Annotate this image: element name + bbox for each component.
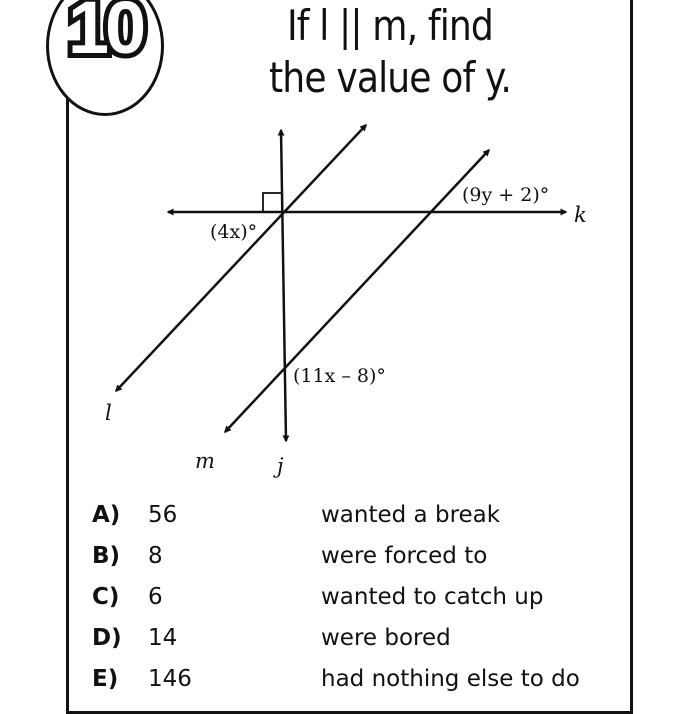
choice-d — [92, 619, 632, 657]
choice-value: 146 — [148, 666, 192, 692]
choice-letter: C) — [92, 584, 120, 610]
choice-letter: A) — [92, 502, 121, 528]
choice-value: 8 — [148, 543, 163, 569]
choice-phrase: wanted a break — [321, 502, 501, 528]
line-label-m: m — [195, 449, 215, 473]
right-angle-marker — [263, 193, 282, 212]
line-label-k: k — [574, 203, 587, 227]
choice-c — [92, 578, 632, 616]
choice-b — [92, 537, 632, 575]
choice-value: 6 — [148, 584, 163, 610]
choice-phrase: were bored — [321, 625, 451, 651]
choice-letter: B) — [92, 543, 121, 569]
choice-e — [92, 660, 632, 698]
problem-number: 10 — [67, 0, 143, 69]
choice-phrase: wanted to catch up — [321, 584, 544, 610]
choice-letter: D) — [92, 625, 122, 651]
choice-value: 14 — [148, 625, 178, 651]
choice-a — [92, 496, 632, 534]
angle-label-lower: (11x – 8)° — [293, 365, 386, 387]
choice-letter: E) — [92, 666, 119, 692]
line-l — [116, 125, 366, 391]
title-line-1: If l || m, find — [286, 1, 493, 50]
choice-value: 56 — [148, 502, 178, 528]
angle-label-upper-right: (9y + 2)° — [462, 184, 550, 206]
choice-phrase: were forced to — [321, 543, 488, 569]
angle-label-left: (4x)° — [210, 221, 258, 243]
line-j — [281, 130, 286, 441]
line-label-l: l — [105, 401, 112, 425]
choice-phrase: had nothing else to do — [321, 666, 580, 692]
title-line-2: the value of y. — [268, 53, 512, 102]
line-label-j: j — [277, 454, 284, 478]
